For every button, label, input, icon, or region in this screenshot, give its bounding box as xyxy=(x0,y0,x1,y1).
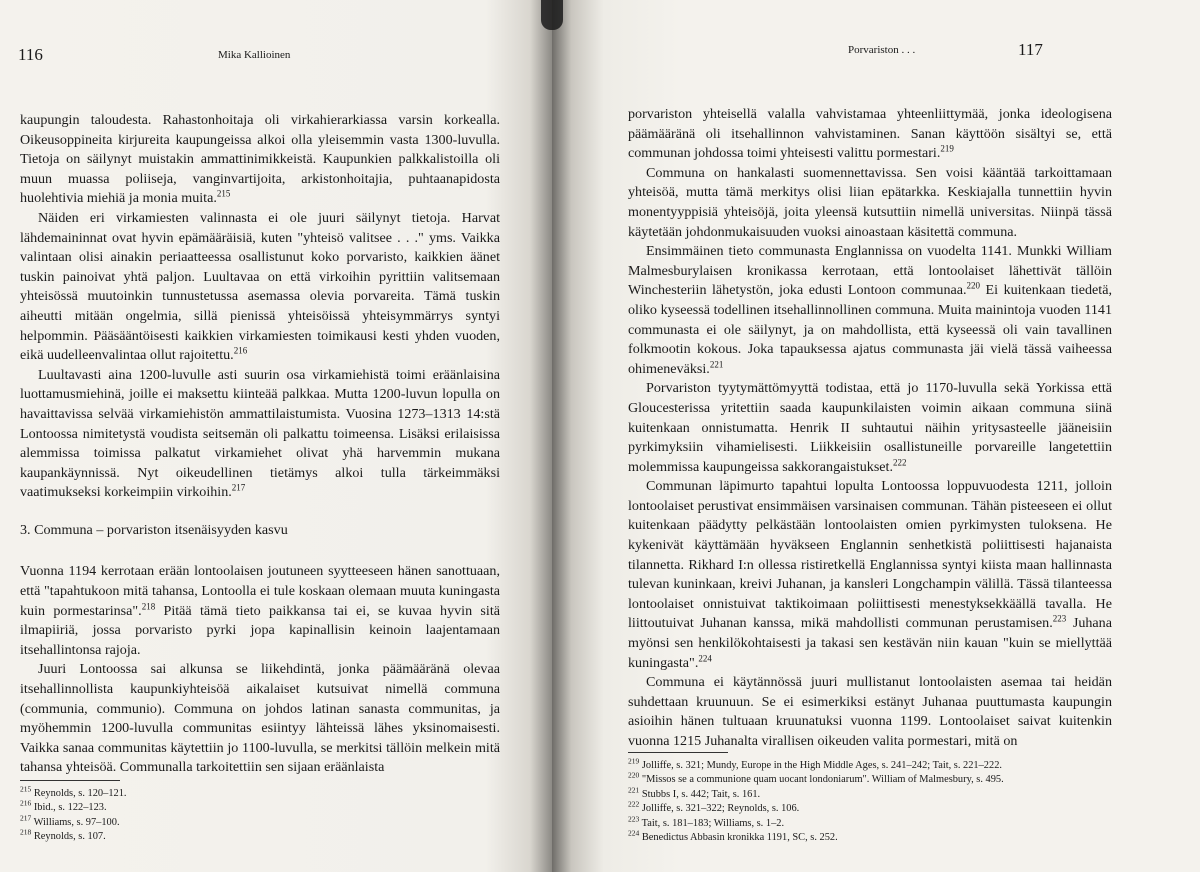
left-running-head: Mika Kallioinen xyxy=(218,49,291,61)
footnote-number: 219 xyxy=(628,756,640,766)
right-footnote-list xyxy=(628,756,1112,845)
footnote-text: Ibid., s. 122–123. xyxy=(31,802,107,814)
paragraph xyxy=(20,111,500,209)
footnote-number: 220 xyxy=(628,770,640,780)
gutter-shadow xyxy=(541,0,563,30)
footnote xyxy=(20,813,500,830)
footnote-number: 222 xyxy=(628,799,640,809)
paragraph xyxy=(628,105,1112,164)
footnote-number: 224 xyxy=(628,828,640,838)
paragraph-text: Näiden eri virkamiesten valinnasta ei ole juuri säilynyt tietoja. Harvat lähdemaininnat ovat hyvin epämääräisiä, kuten "yhteisö valitsee . . ." yms. Vaikka valintaan olisi ainakin periaatteessa osallistunut koko porvaristo, kaikkien äänet tuskin painoivat yhtä paljon. Luultavaa on että virkoihin pyrittiin valitsemaan yhteisössä muutoinkin tunnustetussa asemassa olevia porvareita. Tämä tuskin aiheutti mitään ongelmia, sillä pienissä yhteisöissä yhteisymmärrys syntyi helpommin. Pääsääntöisesti kaikkien virkamiesten toimikausi kesti yhden vuoden, eikä uudelleenvalintaa ollut rajoitettu. xyxy=(20,209,500,364)
left-paragraphs-before xyxy=(20,111,500,503)
footnote-text: "Missos se a communione quam uocant londoniarum". William of Malmesbury, s. 495. xyxy=(639,774,1004,786)
footnote xyxy=(20,798,500,815)
footnote-ref: 217 xyxy=(231,482,246,493)
footnote-ref: 218 xyxy=(141,600,156,611)
paragraph xyxy=(628,164,1112,242)
footnote xyxy=(20,827,500,844)
paragraph xyxy=(20,660,500,778)
footnote-number: 223 xyxy=(628,814,640,824)
paragraph xyxy=(20,562,500,660)
footnote-number: 215 xyxy=(20,784,32,794)
footnote-text: Reynolds, s. 107. xyxy=(31,831,106,843)
paragraph xyxy=(628,242,1112,379)
footnote-text: Reynolds, s. 120–121. xyxy=(31,788,127,799)
right-page xyxy=(552,0,1200,872)
right-page-number: 117 xyxy=(1018,40,1043,59)
footnote-text: Benedictus Abbasin kronikka 1191, SC, s. 252. xyxy=(639,832,838,844)
footnote-ref: 215 xyxy=(216,188,231,199)
paragraph-text: Luultavasti aina 1200-luvulle asti suurin osa virkamiehistä toimi eräänlaisina luottamusmiehinä, joille ei maksettu kiinteää palkkaa. Mutta 1200-luvun lopulla on havaittavissa selvää virkamiehistön ammattilaistumista. Vuosina 1273–1313 14:stä Lontoossa nimitetystä voudista seitsemän oli palkattu toimeensa. Lisäksi erilaisissa alemmissa toimissa palkatut virkamiehet olivat yhä harvemmin mukana kaupankäynnissä. Nyt oikeudellinen tietämys alkoi tulla tärkeimmäksi vaatimukseksi korkeimpiin virkoihin. xyxy=(20,366,500,501)
left-paragraphs-after xyxy=(20,562,500,778)
footnote-rule xyxy=(20,780,120,781)
right-footnotes xyxy=(628,752,1112,845)
footnote-number: 218 xyxy=(20,827,32,837)
footnote-number: 217 xyxy=(20,813,32,823)
right-running-head: Porvariston . . . xyxy=(848,44,916,56)
footnote-ref: 220 xyxy=(966,280,981,291)
paragraph xyxy=(628,379,1112,477)
left-footnotes xyxy=(20,780,500,845)
paragraph-text: Ensimmäinen tieto communasta Englannissa on vuodelta 1141. Munkki William Malmesburylaisen kronikassa kerrotaan, että lontoolaiset lähettivät tällöin Winchesteriin lähetystön, joka edusti Lontoon communaa. xyxy=(628,243,1112,299)
footnote-number: 221 xyxy=(628,785,640,795)
footnote-number: 216 xyxy=(20,798,32,808)
right-body-text xyxy=(628,105,1112,752)
paragraph xyxy=(20,366,500,503)
right-paragraphs xyxy=(628,105,1112,752)
paragraph xyxy=(628,673,1112,751)
paragraph-text: Communan läpimurto tapahtui lopulta Lontoossa loppuvuodesta 1211, jolloin lontoolaiset perustivat ensimmäisen varsinaisen communan. Tähän pisteeseen ei ollut kuitenkaan päädytty pelkästään lontoolaisten omien pyrkimysten tuloksena. He kykenivät käyttämään hyväkseen Englannin senhetkistä poliittisesti hajanaista tilannetta. Rikhard I:n ollessa ristiretkellä Englannissa syntyi kiista maan hallinnasta tulevan kuninkaan, kreivi Juhanan, ja kansleri Longchampin välillä. Tässä tilanteessa lontoolaiset onnistuivat taktikoimaan poliittisesti menestyksekkäällä tavalla. He liittoutuivat Juhanan kanssa, mikä mahdollisti communan perustamisen. xyxy=(628,478,1112,632)
footnote-ref: 216 xyxy=(233,345,248,356)
paragraph-text: porvariston yhteisellä valalla vahvistamaa yhteenliittymää, jonka ideologisena päämääränä oli itsehallinnon vahvistaminen. Sanan käyttöön sisältyi se, että communan johdossa toimi yhteisesti valittu pormestari. xyxy=(628,106,1112,162)
footnote xyxy=(628,770,1112,787)
left-footnote-list xyxy=(20,784,500,845)
footnote-text: Jolliffe, s. 321; Mundy, Europe in the High Middle Ages, s. 241–242; Tait, s. 221–222. xyxy=(639,760,1002,771)
footnote xyxy=(628,828,1112,845)
paragraph-text: Vuonna 1194 kerrotaan erään lontoolaisen joutuneen syytteeseen hänen sanottuaan, että "tapahtukoon mitä tahansa, Lontoolla ei tule koskaan olemaan muuta kuningasta kuin pormestarinsa". xyxy=(20,563,500,619)
paragraph-text: Communa on hankalasti suomennettavissa. Sen voisi kääntää tarkoittamaan yhteisöä, mutta tämä merkitys olisi liian epätarkka. Keskiajalla tunnettiin hyvin monentyyppisiä yhteisöjä, joita yleensä kutsuttiin nimellä universitas. Niinpä tässä käytetään johdonmukaisuuden vuoksi ainoastaan käsitettä communa. xyxy=(628,164,1112,240)
left-body-text xyxy=(20,111,500,778)
footnote-ref: 224 xyxy=(698,652,712,663)
footnote-text: Jolliffe, s. 321–322; Reynolds, s. 106. xyxy=(639,803,800,815)
footnote-ref: 219 xyxy=(940,143,954,154)
paragraph-text: Communa ei käytännössä juuri mullistanut lontoolaisten asemaa tai heidän suhdettaan kruunuun. Se ei esimerkiksi estänyt Juhanaa puuttumasta kaupungin asioihin hänen tultuaan kruunatuksi vuonna 1199. Lontoolaiset saivat kuitenkin vuonna 1215 Juhanalta virallisen oikeuden valita pormestari, mitä on xyxy=(628,674,1112,749)
paragraph-text: Juhana myönsi sen henkilökohtaisesti ja takasi sen kestävän niin kauan "kuin se miellyttää kuningasta". xyxy=(628,615,1112,671)
footnote xyxy=(628,785,1112,802)
paragraph-text: Juuri Lontoossa sai alkunsa se liikehdintä, jonka päämääränä olevaa itsehallinnollista kaupunkiyhteisöä aikalaiset kutsuivat nimellä communa (communia, communio). Communa on johdos latinan sanasta communitas, ja myöhemmin 1200-luvulla communitas esiintyy lähteissä lähes yksinomaisesti. Vaikka sanaa communitas käytettiin jo 1100-luvulla, se merkitsi tällöin melkein mitä tahansa yhteisöä. Communalla tarkoitettiin sen sijaan eräänlaista xyxy=(20,661,500,776)
footnote-ref: 223 xyxy=(1052,613,1067,624)
paragraph-text: Ei kuitenkaan tiedetä, oliko kyseessä todellinen itsehallinnollinen communa. Muita mainintoja vuoden 1141 communasta ei ole säilynyt, ja on mahdollista, että kyseessä oli vain tavallinen folkmootin kokous. Joka tapauksessa ajatus communasta jäi vielä tässä vaiheessa ohimeneväksi. xyxy=(628,282,1112,377)
left-page-number: 116 xyxy=(18,45,43,64)
paragraph xyxy=(20,209,500,366)
paragraph-text: kaupungin taloudesta. Rahastonhoitaja oli virkahierarkiassa varsin korkealla. Oikeusoppineita kirjureita kaupungeissa alkoi olla yleisemmin vasta 1300-luvulla. Tietoja on säilynyt muistakin ammattinimikkeistä. Kaupunkien palkkalistoilla oli muun muassa poliiseja, vanginvartijoita, arkistonhoitajia, puhtaanapidosta huolehtivia miehiä ja monia muita. xyxy=(20,112,500,207)
footnote-ref: 221 xyxy=(709,359,724,370)
section-title: 3. Communa – porvariston itsenäisyyden kasvu xyxy=(20,521,288,538)
footnote xyxy=(20,784,500,801)
left-page xyxy=(0,0,552,872)
footnote-rule xyxy=(628,752,728,753)
footnote-text: Stubbs I, s. 442; Tait, s. 161. xyxy=(639,788,761,800)
paragraph-text: Porvariston tyytymättömyyttä todistaa, että jo 1170-luvulla sekä Yorkissa että Gloucesterissa yritettiin saada kaupunkilaisten voimin aikaan communa siinä kuitenkaan onnistumatta. Henrik II suhtautui näihin yritysasteelle jääneisiin pyrkimyksiin vihamielisesti. Liikkeisiin osallistuneille porvareille langetettiin molemmissa kaupungeissa sakkorangaistukset. xyxy=(628,380,1112,475)
paragraph-text: Pitää tämä tieto paikkansa tai ei, se kuvaa hyvin sitä ilmapiiriä, jossa porvaristo pyrki jopa kapinallisin keinoin laajentamaan itsehallintonsa rajoja. xyxy=(20,602,501,658)
footnote-ref: 222 xyxy=(893,457,907,467)
paragraph xyxy=(628,477,1112,673)
footnote-text: Tait, s. 181–183; Williams, s. 1–2. xyxy=(639,817,785,829)
footnote-text: Williams, s. 97–100. xyxy=(31,816,120,828)
footnote xyxy=(628,799,1112,816)
footnote xyxy=(628,814,1112,831)
footnote xyxy=(628,756,1112,773)
